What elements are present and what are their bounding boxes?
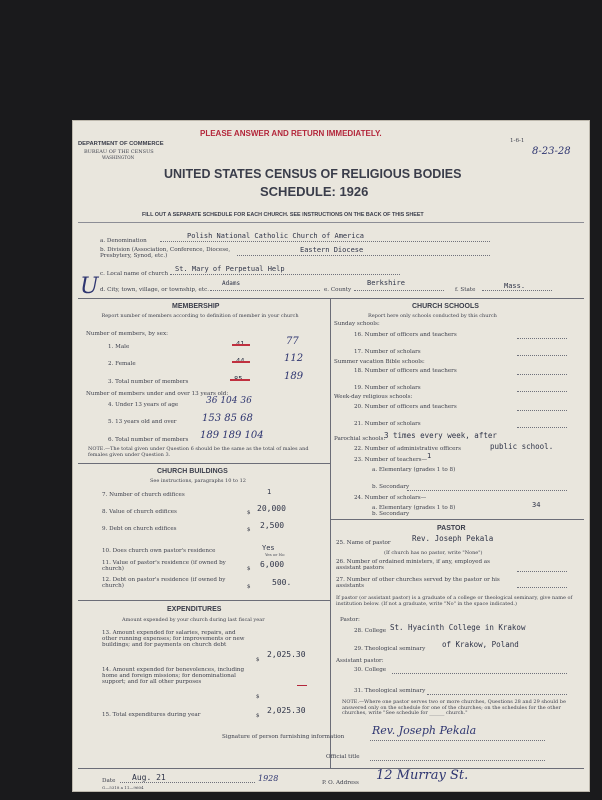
q10-label: 10. Does church own pastor's residence <box>102 548 216 554</box>
schools-heading: CHURCH SCHOOLS <box>412 303 479 310</box>
official-title-label: Official title <box>326 754 360 760</box>
county-label: e. County <box>324 287 352 293</box>
membership-intro: Report number of members according to definition of member in your church <box>101 313 299 319</box>
members-by-sex-label: Number of members, by sex: <box>86 331 169 337</box>
expenditures-intro: Amount expended by your church during last fiscal year <box>122 617 265 623</box>
q14-label: 14. Amount expended for benevolences, including home and foreign missions; for denominational support; and for all other purposes <box>102 667 245 686</box>
graduation-note: If pastor (or assistant pastor) is a graduate of a college or theological seminary, give name of institution below. (If not a graduate, write "No" in the space indicated.) <box>336 595 573 607</box>
q15-value[interactable]: 2,025.30 <box>267 706 306 715</box>
q11-value[interactable]: 6,000 <box>260 560 285 569</box>
buildings-instructions: See instructions, paragraphs 10 to 12 <box>150 478 246 484</box>
pastor-college-value[interactable]: St. Hyacinth College in Krakow <box>390 623 526 632</box>
pastor-name-value[interactable]: Rev. Joseph Pekala <box>412 534 494 543</box>
signature-label: Signature of person furnishing information <box>222 734 345 740</box>
form-subtitle: SCHEDULE: 1926 <box>260 184 369 199</box>
parochial-schools-label: Parochial schools: <box>334 436 386 442</box>
division-label: b. Division (Association, Conference, Diocese, Presbytery, Synod, etc.) <box>100 247 231 259</box>
po-address-value[interactable]: 12 Murray St. <box>376 768 469 783</box>
q2-typed-value: 44 <box>236 357 245 365</box>
q3-total-label: 3. Total number of members <box>108 379 189 385</box>
q4-under-13-label: 4. Under 13 years of age <box>108 402 179 408</box>
q5-values[interactable]: 153 85 68 <box>202 413 253 424</box>
q3-handwritten-value[interactable]: 189 <box>284 371 304 382</box>
church-name-label: c. Local name of church <box>100 271 169 277</box>
margin-check-mark: U <box>80 274 99 299</box>
pastor-note: NOTE.—Where one pastor serves two or more churches, Questions 28 and 29 should be answered only on the schedule for one of the churches; on the schedules for the other churches, write "See schedule for ______ church." <box>342 699 566 717</box>
q4-values[interactable]: 36 104 36 <box>206 396 252 406</box>
buildings-heading: CHURCH BUILDINGS <box>157 468 228 475</box>
summer-schools-label: Summer vacation Bible schools: <box>334 359 425 365</box>
q1-handwritten-value[interactable]: 77 <box>286 336 299 347</box>
handwritten-date: 8-23-28 <box>532 146 571 157</box>
q15-label: 15. Total expenditures during year <box>102 712 201 718</box>
assistant-pastor-label: Assistant pastor: <box>336 658 384 664</box>
q16-label: 16. Number of officers and teachers <box>354 332 457 338</box>
census-schedule-form: PLEASE ANSWER AND RETURN IMMEDIATELY. DEPARTMENT OF COMMERCE BUREAU OF THE CENSUS WASHINGTON 1-6-1 8-23-28 UNITED STATES CENSUS OF RELIGIOUS BODIES SCHEDULE: 1926 FILL OUT A SEPARATE SCHEDULE FOR EACH CHURCH. SEE INSTRUCTIONS ON THE BACK OF THIS SHEET a. Denomination Polish National Catholic Church of America b. Division (Association, Conference, Diocese, Presbytery, Synod, etc.) Eastern Diocese U c. Local name of church St. Mary of Perpetual Help d. City, town, village, or township, etc. Adams e. County Berkshire f. State Mass. MEMBERSHIP Report number of members according to definition of member in your church Number of members, by sex: 1. Male 41 77 2. Female 44 112 3. Total number of members 85 189 Number of members under and over 13 years old: 4. Under 13 years of age 36 104 36 5. 13 years old and over 153 85 68 6. Total number of members 189 189 104 NOTE.—The total given under Question 6 should be the same as the total of males and females given under Question 3. CHURCH BUILDINGS See instructions, paragraphs 10 to 12 7. Number of church edifices 1 8. Value of church edifices $ 20,000 9. Debt on church edifices $ 2,500 10. Does church own pastor's residence Yes Yes or No 11. Value of pastor's residence (if owned by church) $ 6,000 12. Debt on pastor's residence (if owned by church) $ 500. EXPENDITURES Amount expended by your church during last fiscal year 13. Amount expended for salaries, repairs, and other running expenses; for improvements or new buildings; and for payments on church debt $ 2,025.30 14. Amount expended for benevolences, including home and foreign missions; for denominational support; and for all other purposes $ — 15. Total expenditures during year $ 2,025.30 CHURCH SCHOOLS Report here only schools conducted by this church Sunday schools: 16. Number of officers and teachers 17. Number of scholars Summer vacation Bible schools: 18. Number of officers and teachers 19. Number of scholars Week-day religious schools: 20. Number of officers and teachers 21. Number of scholars Parochial schools: 3 times every week, after 22. Number of administrative officers public school. 23. Number of teachers— 1 a. Elementary (grades 1 to 8) b. Secondary 24. Number of scholars— a. Elementary (grades 1 to 8) 34 b. Secondary PASTOR 25. Name of pastor Rev. Joseph Pekala (If church has no pastor, write "None") 26. Number of ordained ministers, if any, employed as assistant pastors 27. Number of other churches served by the pastor or his assistants If pastor (or assistant pastor) is a graduate of a college or theological seminary, give name of institution below. (If not a graduate, write "No" in the space indicated.) Pastor: 28. College St. Hyacinth College in Krakow 29. Theological seminary of Krakow, Poland Assistant pastor: 30. College 31. Theological seminary NOTE.—Where one pastor serves two or more churches, Questions 28 and 29 should be answered only on the schedule for one of the churches; on the schedules for the other churches, write "See schedule for ______ church." Signature of person furnishing information Rev. Joseph Pekala Official title Date Aug. 21 1928 P. O. Address 12 Murray St. G—5318 a 11—9604 <box>72 120 590 792</box>
section-bottom-rule <box>78 768 584 769</box>
q1-male-label: 1. Male <box>108 344 130 350</box>
q7-value[interactable]: 1 <box>267 488 272 496</box>
age-intro-label: Number of members under and over 13 years old: <box>86 391 229 397</box>
date-value[interactable]: Aug. 21 <box>132 773 166 782</box>
q1-typed-value: 41 <box>236 340 245 348</box>
q5-over-13-label: 5. 13 years old and over <box>108 419 177 425</box>
q28-label: 28. College <box>354 628 387 634</box>
city-label: d. City, town, village, or township, etc. <box>100 287 209 293</box>
q23b-label: b. Secondary <box>372 484 410 490</box>
return-notice: PLEASE ANSWER AND RETURN IMMEDIATELY. <box>200 129 382 138</box>
q10-hint: Yes or No <box>265 552 285 557</box>
q9-label: 9. Debt on church edifices <box>102 526 177 532</box>
q11-label: 11. Value of pastor's residence (if owned by church) <box>102 560 226 572</box>
city-name: WASHINGTON <box>102 155 135 160</box>
expenditures-heading: EXPENDITURES <box>167 606 222 613</box>
denomination-label: a. Denomination <box>100 238 147 244</box>
q30-label: 30. College <box>354 667 387 673</box>
membership-heading: MEMBERSHIP <box>172 303 220 310</box>
q7-label: 7. Number of church edifices <box>102 492 185 498</box>
q27-label: 27. Number of other churches served by the pastor or his assistants <box>336 577 500 589</box>
q29-label: 29. Theological seminary <box>354 646 426 652</box>
state-value[interactable]: Mass. <box>504 282 526 290</box>
department-name: DEPARTMENT OF COMMERCE <box>78 141 164 147</box>
form-title: UNITED STATES CENSUS OF RELIGIOUS BODIES <box>164 167 462 181</box>
date-label: Date <box>102 778 116 784</box>
q23-label: 23. Number of teachers— <box>354 457 428 463</box>
q6-values[interactable]: 189 189 104 <box>200 430 264 441</box>
pastor-heading: PASTOR <box>437 525 466 532</box>
q21-label: 21. Number of scholars <box>354 421 421 427</box>
q14-value[interactable]: — <box>297 680 307 691</box>
q24a-label: a. Elementary (grades 1 to 8) <box>372 505 456 511</box>
section-top-rule <box>78 298 584 299</box>
q22-label: 22. Number of administrative officers <box>354 446 461 452</box>
q2-female-label: 2. Female <box>108 361 136 367</box>
q9-value[interactable]: 2,500 <box>260 521 285 530</box>
column-divider <box>330 298 331 768</box>
q13-value[interactable]: 2,025.30 <box>267 650 306 659</box>
q23-value[interactable]: 1 <box>427 452 432 460</box>
q23a-label: a. Elementary (grades 1 to 8) <box>372 467 456 473</box>
q25-label: 25. Name of pastor <box>336 540 391 546</box>
pastor-subsection-label: Pastor: <box>340 617 360 623</box>
q8-label: 8. Value of church edifices <box>102 509 177 515</box>
q24-label: 24. Number of scholars— <box>354 495 427 501</box>
schools-intro: Report here only schools conducted by this church <box>368 313 497 319</box>
year-value[interactable]: 1928 <box>258 774 279 783</box>
division-value[interactable]: Eastern Diocese <box>300 246 364 254</box>
state-label: f. State <box>455 287 476 293</box>
q25-note: (If church has no pastor, write "None") <box>384 550 483 556</box>
city-value[interactable]: Adams <box>222 280 241 287</box>
q3-typed-value: 85 <box>234 375 243 383</box>
general-instruction: FILL OUT A SEPARATE SCHEDULE FOR EACH CHURCH. SEE INSTRUCTIONS ON THE BACK OF THIS SHEET <box>142 212 424 218</box>
denomination-value[interactable]: Polish National Catholic Church of America <box>187 232 365 240</box>
po-address-label: P. O. Address <box>322 780 359 786</box>
q20-label: 20. Number of officers and teachers <box>354 404 457 410</box>
q26-label: 26. Number of ordained ministers, if any, employed as assistant pastors <box>336 559 491 571</box>
q24b-label: b. Secondary <box>372 511 410 517</box>
q18-label: 18. Number of officers and teachers <box>354 368 457 374</box>
q31-label: 31. Theological seminary <box>354 688 426 694</box>
church-name-value[interactable]: St. Mary of Perpetual Help <box>175 265 285 273</box>
county-value[interactable]: Berkshire <box>367 279 405 287</box>
q24a-value[interactable]: 34 <box>532 501 541 509</box>
signature-value[interactable]: Rev. Joseph Pekala <box>372 724 477 737</box>
parochial-note-continued[interactable]: public school. <box>490 442 554 451</box>
q2-handwritten-value[interactable]: 112 <box>284 353 304 364</box>
q13-label: 13. Amount expended for salaries, repairs, and other running expenses; for improvements or new buildings; and for payments on church debt <box>102 630 245 649</box>
form-number: G—5318 a 11—9604 <box>102 785 144 790</box>
membership-note: NOTE.—The total given under Question 6 should be the same as the total of males and females given under Question 3. <box>88 446 309 458</box>
q12-label: 12. Debt on pastor's residence (if owned by church) <box>102 577 226 589</box>
bureau-name: BUREAU OF THE CENSUS <box>84 149 154 155</box>
sunday-schools-label: Sunday schools: <box>334 321 380 327</box>
ref-code: 1-6-1 <box>510 138 525 144</box>
q10-value[interactable]: Yes <box>262 544 275 552</box>
q8-value[interactable]: 20,000 <box>257 504 286 513</box>
header-rule <box>78 222 584 223</box>
q19-label: 19. Number of scholars <box>354 385 421 391</box>
q17-label: 17. Number of scholars <box>354 349 421 355</box>
q6-total-label: 6. Total number of members <box>108 437 189 443</box>
q12-value[interactable]: 500. <box>272 578 292 587</box>
parochial-note[interactable]: 3 times every week, after <box>384 431 497 440</box>
weekday-schools-label: Week-day religious schools: <box>334 394 413 400</box>
pastor-seminary-value[interactable]: of Krakow, Poland <box>442 640 519 649</box>
